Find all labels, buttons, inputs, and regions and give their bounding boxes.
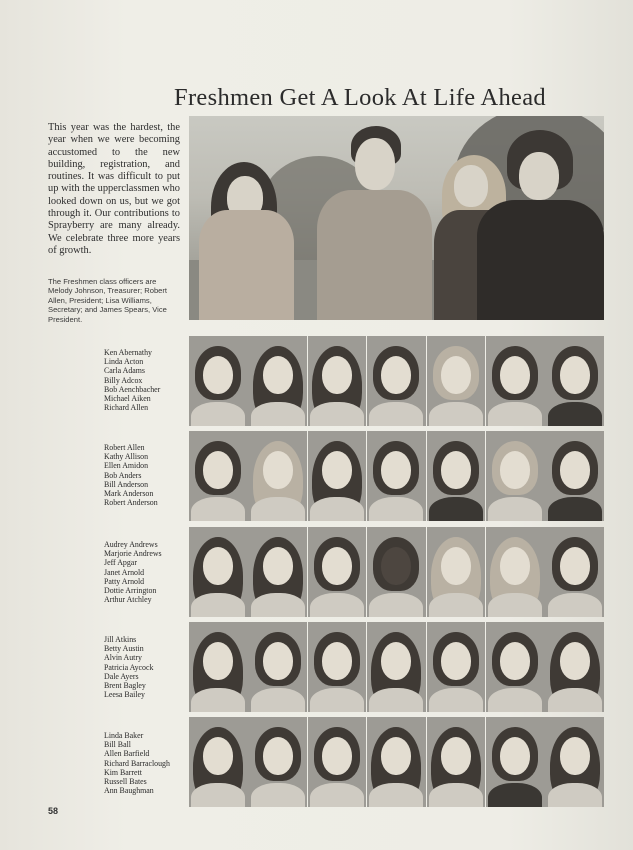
name-list (104, 348, 189, 412)
student-portrait (367, 527, 426, 617)
intro-paragraph: This year was the hardest, the year when we were becoming accustomed to the new building, registration, and routines. It was difficult to put up with the upperclassmen who looked down on us, but we got through it. Our contributions to Sprayberry are many already. We celebrate three more years of growth. (48, 122, 180, 256)
student-portrait (248, 622, 307, 712)
portrait-row (189, 717, 604, 807)
page-title: Freshmen Get A Look At Life Ahead (174, 84, 546, 111)
student-name: Marjorie Andrews (104, 549, 162, 559)
student-name: Michael Aiken (104, 394, 151, 404)
student-portrait (486, 527, 545, 617)
student-name: Leesa Bailey (104, 690, 145, 700)
student-name: Patricia Aycock (104, 662, 154, 672)
student-name: Allen Barfield (104, 749, 150, 759)
student-portrait (189, 527, 248, 617)
student-portrait (367, 717, 426, 807)
student-portrait (248, 527, 307, 617)
student-name: Audrey Andrews (104, 540, 158, 549)
student-portrait (367, 622, 426, 712)
class-officers-photo (189, 116, 604, 320)
student-name: Kim Barrett (104, 767, 142, 777)
student-portrait (308, 527, 367, 617)
student-portrait (308, 431, 367, 521)
student-portrait (427, 336, 486, 426)
student-name: Robert Allen (104, 443, 145, 452)
portrait-row (189, 622, 604, 712)
student-name: Bob Aenchbacher (104, 384, 161, 394)
officer-figure (199, 140, 294, 320)
student-name: Linda Baker (104, 731, 144, 740)
student-portrait (486, 336, 545, 426)
student-portrait (308, 717, 367, 807)
student-portrait (248, 717, 307, 807)
student-name: Ann Baughman (104, 786, 154, 796)
page-number: 58 (48, 806, 59, 816)
student-portrait (367, 336, 426, 426)
student-portrait (427, 717, 486, 807)
student-name: Ellen Amidon (104, 461, 149, 471)
student-portrait (248, 431, 307, 521)
student-portrait (545, 527, 604, 617)
student-name: Richard Allen (104, 403, 149, 413)
student-name: Janet Arnold (104, 567, 145, 577)
student-name: Brent Bagley (104, 681, 146, 691)
student-name: Dottie Arrington (104, 586, 157, 596)
student-portrait (427, 527, 486, 617)
student-portrait (545, 717, 604, 807)
officers-caption: The Freshmen class officers are Melody Johnson, Treasurer; Robert Allen, President; Lisa Williams, Secretary; and James Spears, Vice President. (48, 277, 168, 324)
student-portrait (248, 336, 307, 426)
student-portrait (486, 717, 545, 807)
student-name: Bill Anderson (104, 479, 149, 489)
student-portrait (308, 622, 367, 712)
student-name: Russell Bates (104, 777, 147, 787)
student-name: Richard Barraclough (104, 758, 170, 768)
student-portrait (189, 336, 248, 426)
student-portrait (367, 431, 426, 521)
student-portrait (545, 336, 604, 426)
student-name: Bill Ball (104, 740, 131, 750)
name-list (104, 443, 189, 507)
student-name: Linda Acton (104, 357, 144, 367)
name-list (104, 540, 189, 604)
student-name: Arthur Atchley (104, 595, 152, 605)
student-name: Jeff Apgar (104, 558, 137, 568)
student-portrait (486, 431, 545, 521)
student-portrait (545, 622, 604, 712)
student-name: Kathy Allison (104, 452, 149, 462)
portrait-row (189, 431, 604, 521)
student-name: Ken Abernathy (104, 348, 152, 357)
student-name: Carla Adams (104, 366, 145, 376)
officer-figure (477, 128, 604, 320)
student-name: Patty Arnold (104, 576, 145, 586)
portrait-row (189, 336, 604, 426)
student-name: Robert Anderson (104, 498, 158, 508)
student-portrait (189, 431, 248, 521)
officer-figure (317, 122, 432, 320)
portrait-row (189, 527, 604, 617)
name-list (104, 731, 189, 795)
student-portrait (308, 336, 367, 426)
student-name: Mark Anderson (104, 489, 154, 499)
student-portrait (189, 717, 248, 807)
student-portrait (427, 622, 486, 712)
student-name: Alvin Autry (104, 653, 142, 663)
student-name: Betty Austin (104, 644, 144, 654)
student-portrait (427, 431, 486, 521)
student-portrait (486, 622, 545, 712)
student-name: Bob Anders (104, 470, 142, 480)
student-name: Jill Atkins (104, 635, 137, 644)
student-name: Billy Adcox (104, 375, 143, 385)
name-list (104, 635, 189, 699)
student-portrait (545, 431, 604, 521)
student-name: Dale Ayers (104, 671, 139, 681)
intro-text (48, 122, 180, 257)
student-portrait (189, 622, 248, 712)
